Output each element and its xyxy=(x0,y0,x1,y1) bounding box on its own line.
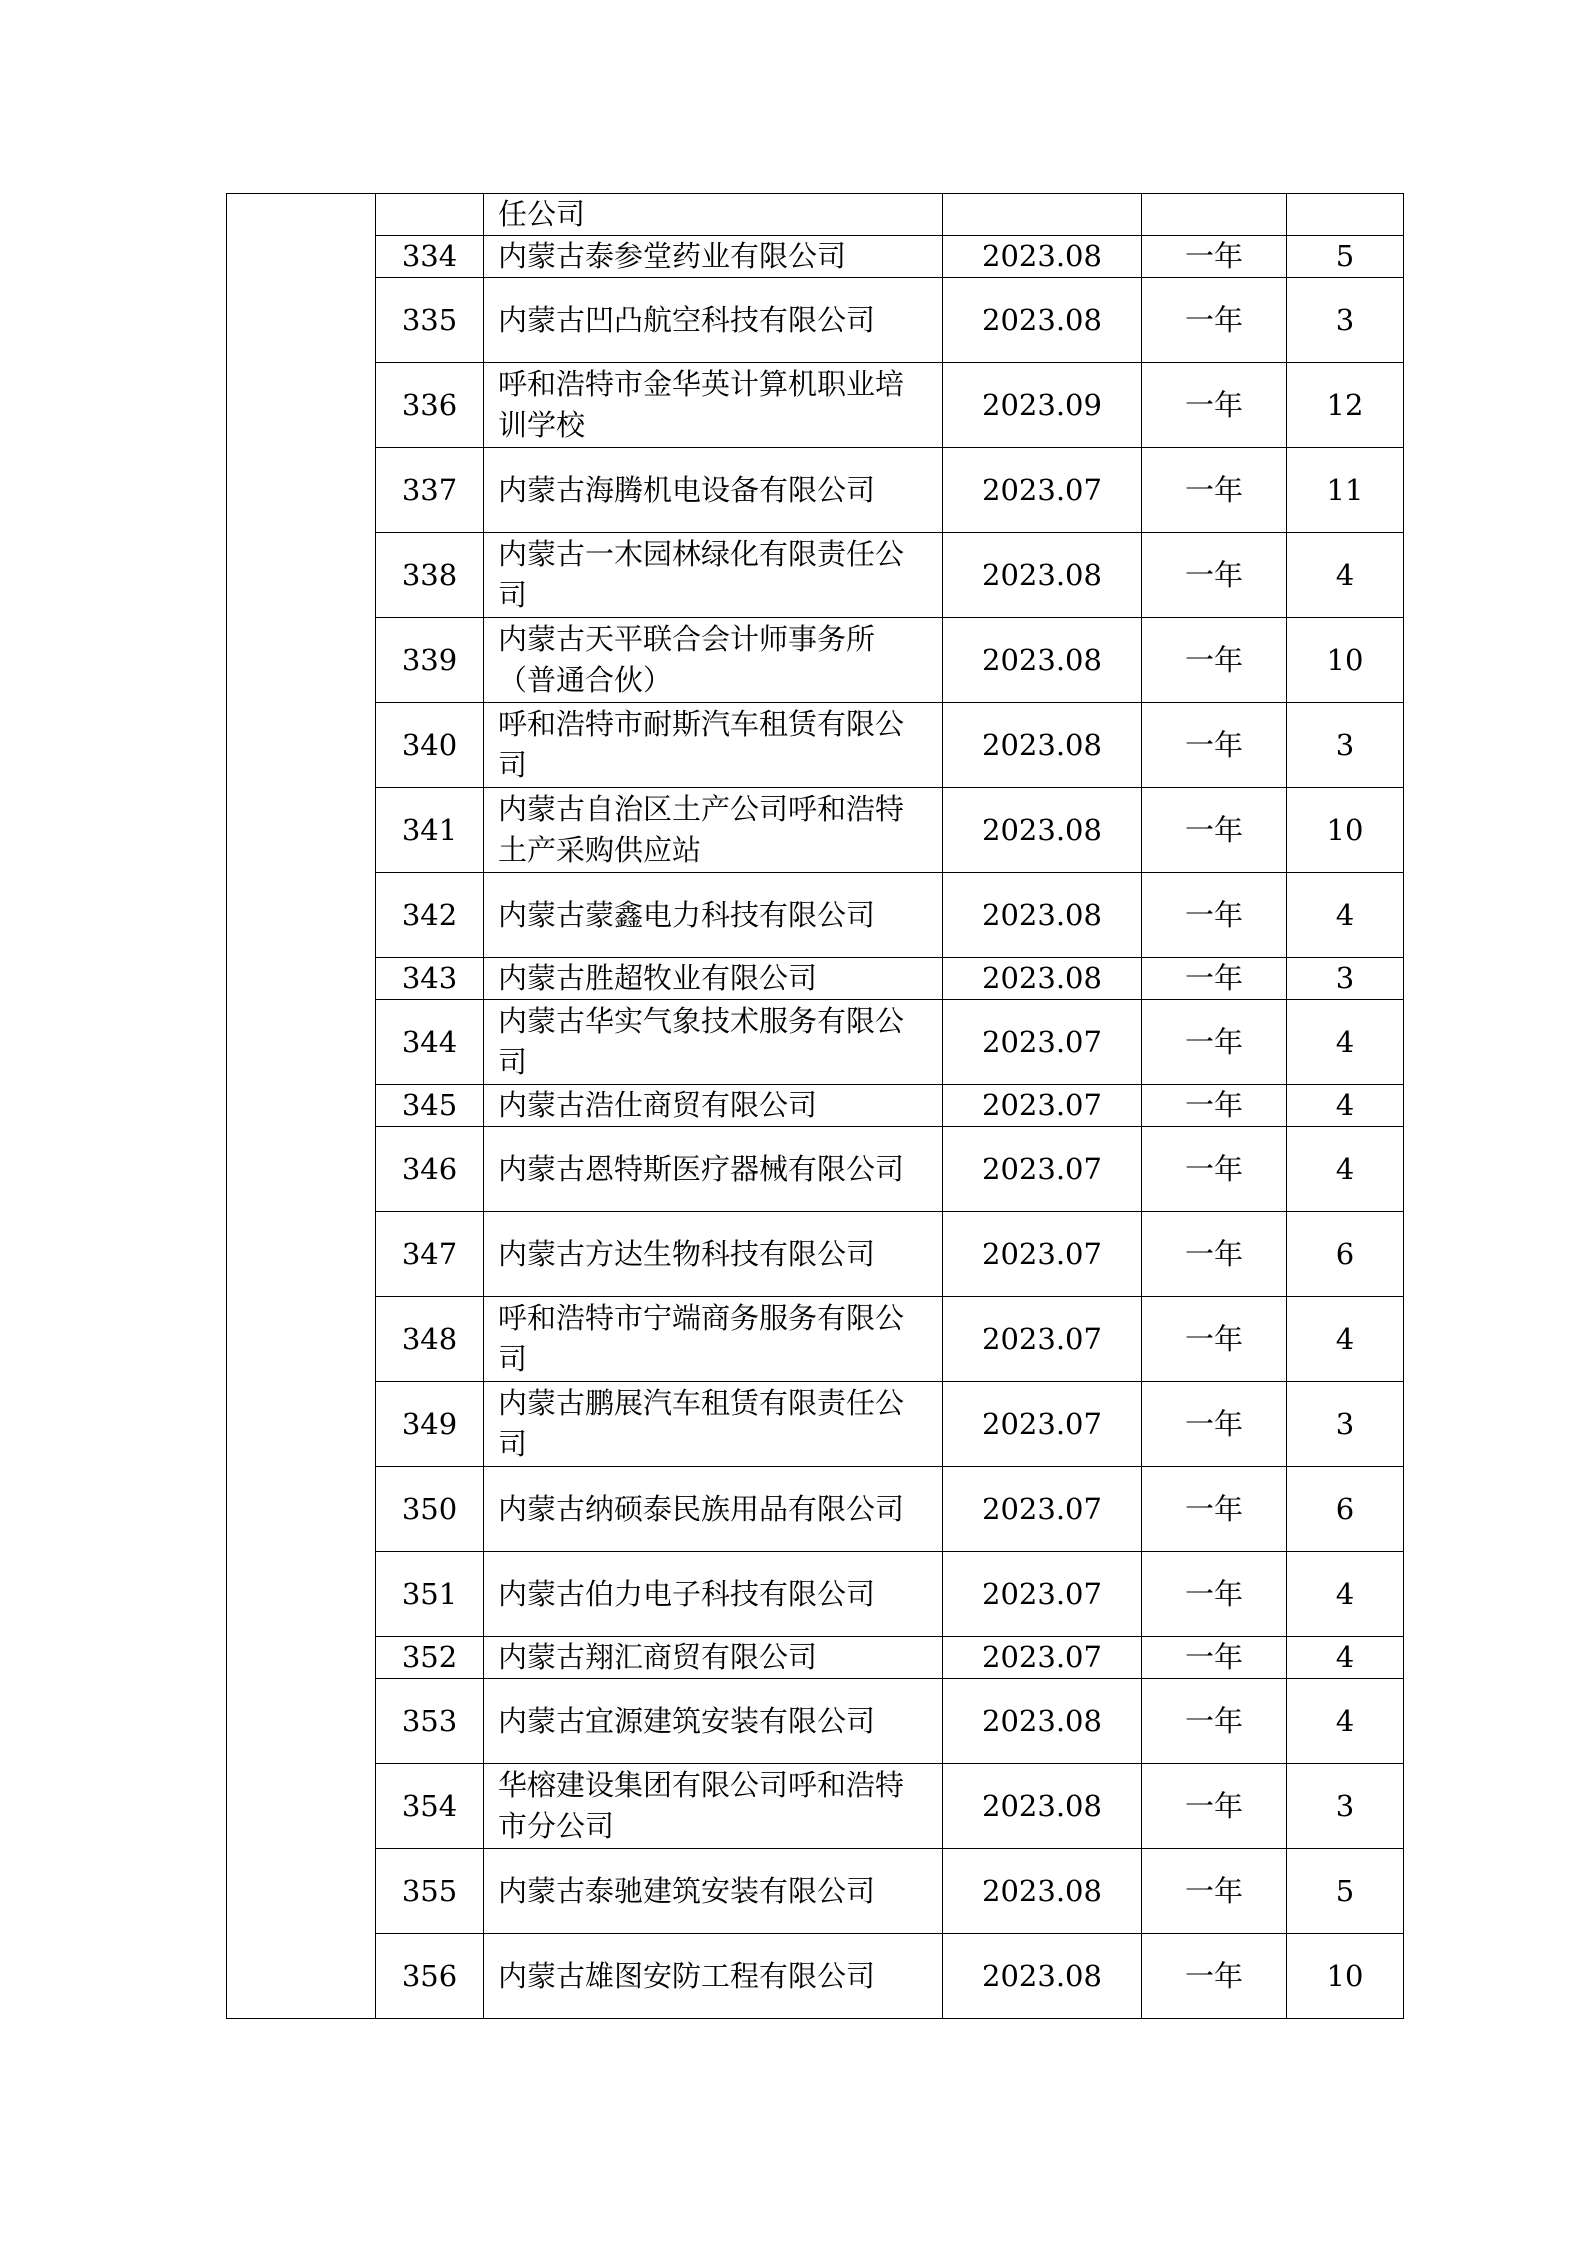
row-number-cell: 345 xyxy=(376,1085,484,1127)
row-number-cell: 354 xyxy=(376,1764,484,1849)
date-cell: 2023.07 xyxy=(943,448,1142,533)
company-name-cell: 内蒙古胜超牧业有限公司 xyxy=(484,958,943,1000)
term-cell: 一年 xyxy=(1142,1127,1287,1212)
row-number-cell: 352 xyxy=(376,1637,484,1679)
row-number-cell: 340 xyxy=(376,703,484,788)
row-number-cell: 356 xyxy=(376,1934,484,2019)
count-cell: 3 xyxy=(1287,1764,1404,1849)
term-cell: 一年 xyxy=(1142,363,1287,448)
company-name-cell: 内蒙古浩仕商贸有限公司 xyxy=(484,1085,943,1127)
company-name-cell: 内蒙古泰参堂药业有限公司 xyxy=(484,236,943,278)
date-cell: 2023.08 xyxy=(943,236,1142,278)
row-number-cell: 343 xyxy=(376,958,484,1000)
table-row xyxy=(227,1297,1404,1382)
count-cell: 5 xyxy=(1287,236,1404,278)
company-name-cell: 内蒙古鹏展汽车租赁有限责任公司 xyxy=(484,1382,943,1467)
count-cell: 10 xyxy=(1287,618,1404,703)
company-name-cell: 内蒙古雄图安防工程有限公司 xyxy=(484,1934,943,2019)
count-cell: 3 xyxy=(1287,703,1404,788)
table-row xyxy=(227,1382,1404,1467)
row-number-cell: 350 xyxy=(376,1467,484,1552)
date-cell: 2023.07 xyxy=(943,1000,1142,1085)
term-cell: 一年 xyxy=(1142,533,1287,618)
date-cell: 2023.08 xyxy=(943,1849,1142,1934)
table-row xyxy=(227,1934,1404,2019)
table-row xyxy=(227,1467,1404,1552)
company-name-cell: 内蒙古一木园林绿化有限责任公司 xyxy=(484,533,943,618)
count-cell: 6 xyxy=(1287,1212,1404,1297)
row-number-cell: 342 xyxy=(376,873,484,958)
company-name-cell: 内蒙古凹凸航空科技有限公司 xyxy=(484,278,943,363)
company-name-cell: 内蒙古天平联合会计师事务所（普通合伙） xyxy=(484,618,943,703)
company-name-cell: 任公司 xyxy=(484,194,943,236)
category-cell xyxy=(227,194,376,2019)
term-cell: 一年 xyxy=(1142,1467,1287,1552)
table-row xyxy=(227,1637,1404,1679)
term-cell: 一年 xyxy=(1142,873,1287,958)
row-number-cell: 346 xyxy=(376,1127,484,1212)
term-cell: 一年 xyxy=(1142,703,1287,788)
table-row xyxy=(227,1127,1404,1212)
count-cell: 3 xyxy=(1287,958,1404,1000)
table-row xyxy=(227,788,1404,873)
date-cell: 2023.09 xyxy=(943,363,1142,448)
row-number-cell xyxy=(376,194,484,236)
date-cell: 2023.08 xyxy=(943,703,1142,788)
count-cell: 4 xyxy=(1287,873,1404,958)
table-row xyxy=(227,278,1404,363)
company-name-cell: 呼和浩特市耐斯汽车租赁有限公司 xyxy=(484,703,943,788)
table-row xyxy=(227,448,1404,533)
term-cell: 一年 xyxy=(1142,1764,1287,1849)
row-number-cell: 348 xyxy=(376,1297,484,1382)
date-cell: 2023.08 xyxy=(943,533,1142,618)
table-row xyxy=(227,618,1404,703)
company-name-cell: 内蒙古华实气象技术服务有限公司 xyxy=(484,1000,943,1085)
count-cell xyxy=(1287,194,1404,236)
table-row xyxy=(227,1679,1404,1764)
table-row xyxy=(227,363,1404,448)
row-number-cell: 347 xyxy=(376,1212,484,1297)
term-cell: 一年 xyxy=(1142,1212,1287,1297)
date-cell: 2023.08 xyxy=(943,788,1142,873)
term-cell: 一年 xyxy=(1142,1000,1287,1085)
table-row xyxy=(227,1764,1404,1849)
row-number-cell: 355 xyxy=(376,1849,484,1934)
company-name-cell: 内蒙古自治区土产公司呼和浩特土产采购供应站 xyxy=(484,788,943,873)
count-cell: 4 xyxy=(1287,1085,1404,1127)
term-cell: 一年 xyxy=(1142,1382,1287,1467)
row-number-cell: 338 xyxy=(376,533,484,618)
company-name-cell: 内蒙古方达生物科技有限公司 xyxy=(484,1212,943,1297)
term-cell: 一年 xyxy=(1142,1297,1287,1382)
date-cell: 2023.07 xyxy=(943,1382,1142,1467)
date-cell: 2023.08 xyxy=(943,958,1142,1000)
count-cell: 3 xyxy=(1287,1382,1404,1467)
date-cell xyxy=(943,194,1142,236)
date-cell: 2023.08 xyxy=(943,278,1142,363)
count-cell: 4 xyxy=(1287,1127,1404,1212)
row-number-cell: 339 xyxy=(376,618,484,703)
count-cell: 5 xyxy=(1287,1849,1404,1934)
count-cell: 4 xyxy=(1287,1552,1404,1637)
row-number-cell: 341 xyxy=(376,788,484,873)
table-row xyxy=(227,194,1404,236)
date-cell: 2023.07 xyxy=(943,1085,1142,1127)
company-name-cell: 华榕建设集团有限公司呼和浩特市分公司 xyxy=(484,1764,943,1849)
row-number-cell: 349 xyxy=(376,1382,484,1467)
count-cell: 4 xyxy=(1287,1000,1404,1085)
table-row xyxy=(227,958,1404,1000)
date-cell: 2023.08 xyxy=(943,1679,1142,1764)
company-name-cell: 内蒙古翔汇商贸有限公司 xyxy=(484,1637,943,1679)
table-row xyxy=(227,533,1404,618)
term-cell: 一年 xyxy=(1142,788,1287,873)
table-row xyxy=(227,236,1404,278)
company-name-cell: 内蒙古泰驰建筑安装有限公司 xyxy=(484,1849,943,1934)
count-cell: 11 xyxy=(1287,448,1404,533)
enterprise-table xyxy=(226,193,1404,2019)
table-row xyxy=(227,1085,1404,1127)
term-cell: 一年 xyxy=(1142,618,1287,703)
term-cell: 一年 xyxy=(1142,236,1287,278)
row-number-cell: 336 xyxy=(376,363,484,448)
date-cell: 2023.07 xyxy=(943,1297,1142,1382)
term-cell: 一年 xyxy=(1142,278,1287,363)
term-cell: 一年 xyxy=(1142,448,1287,533)
company-name-cell: 内蒙古恩特斯医疗器械有限公司 xyxy=(484,1127,943,1212)
row-number-cell: 337 xyxy=(376,448,484,533)
date-cell: 2023.08 xyxy=(943,618,1142,703)
count-cell: 4 xyxy=(1287,1679,1404,1764)
table-row xyxy=(227,703,1404,788)
table-row xyxy=(227,1552,1404,1637)
row-number-cell: 335 xyxy=(376,278,484,363)
count-cell: 4 xyxy=(1287,533,1404,618)
company-name-cell: 内蒙古伯力电子科技有限公司 xyxy=(484,1552,943,1637)
term-cell: 一年 xyxy=(1142,1934,1287,2019)
company-name-cell: 内蒙古海腾机电设备有限公司 xyxy=(484,448,943,533)
company-name-cell: 呼和浩特市金华英计算机职业培训学校 xyxy=(484,363,943,448)
count-cell: 10 xyxy=(1287,788,1404,873)
row-number-cell: 353 xyxy=(376,1679,484,1764)
date-cell: 2023.07 xyxy=(943,1552,1142,1637)
row-number-cell: 344 xyxy=(376,1000,484,1085)
company-name-cell: 内蒙古宜源建筑安装有限公司 xyxy=(484,1679,943,1764)
date-cell: 2023.07 xyxy=(943,1467,1142,1552)
term-cell: 一年 xyxy=(1142,1849,1287,1934)
table-row xyxy=(227,1212,1404,1297)
date-cell: 2023.08 xyxy=(943,1934,1142,2019)
date-cell: 2023.08 xyxy=(943,873,1142,958)
count-cell: 3 xyxy=(1287,278,1404,363)
date-cell: 2023.08 xyxy=(943,1764,1142,1849)
date-cell: 2023.07 xyxy=(943,1127,1142,1212)
count-cell: 4 xyxy=(1287,1637,1404,1679)
company-name-cell: 内蒙古蒙鑫电力科技有限公司 xyxy=(484,873,943,958)
term-cell: 一年 xyxy=(1142,1637,1287,1679)
term-cell: 一年 xyxy=(1142,1085,1287,1127)
company-name-cell: 呼和浩特市宁端商务服务有限公司 xyxy=(484,1297,943,1382)
term-cell: 一年 xyxy=(1142,1552,1287,1637)
table-row xyxy=(227,1000,1404,1085)
row-number-cell: 351 xyxy=(376,1552,484,1637)
table-row xyxy=(227,873,1404,958)
term-cell: 一年 xyxy=(1142,958,1287,1000)
count-cell: 12 xyxy=(1287,363,1404,448)
count-cell: 10 xyxy=(1287,1934,1404,2019)
table-row xyxy=(227,1849,1404,1934)
count-cell: 4 xyxy=(1287,1297,1404,1382)
date-cell: 2023.07 xyxy=(943,1212,1142,1297)
count-cell: 6 xyxy=(1287,1467,1404,1552)
row-number-cell: 334 xyxy=(376,236,484,278)
term-cell xyxy=(1142,194,1287,236)
term-cell: 一年 xyxy=(1142,1679,1287,1764)
date-cell: 2023.07 xyxy=(943,1637,1142,1679)
company-name-cell: 内蒙古纳硕泰民族用品有限公司 xyxy=(484,1467,943,1552)
